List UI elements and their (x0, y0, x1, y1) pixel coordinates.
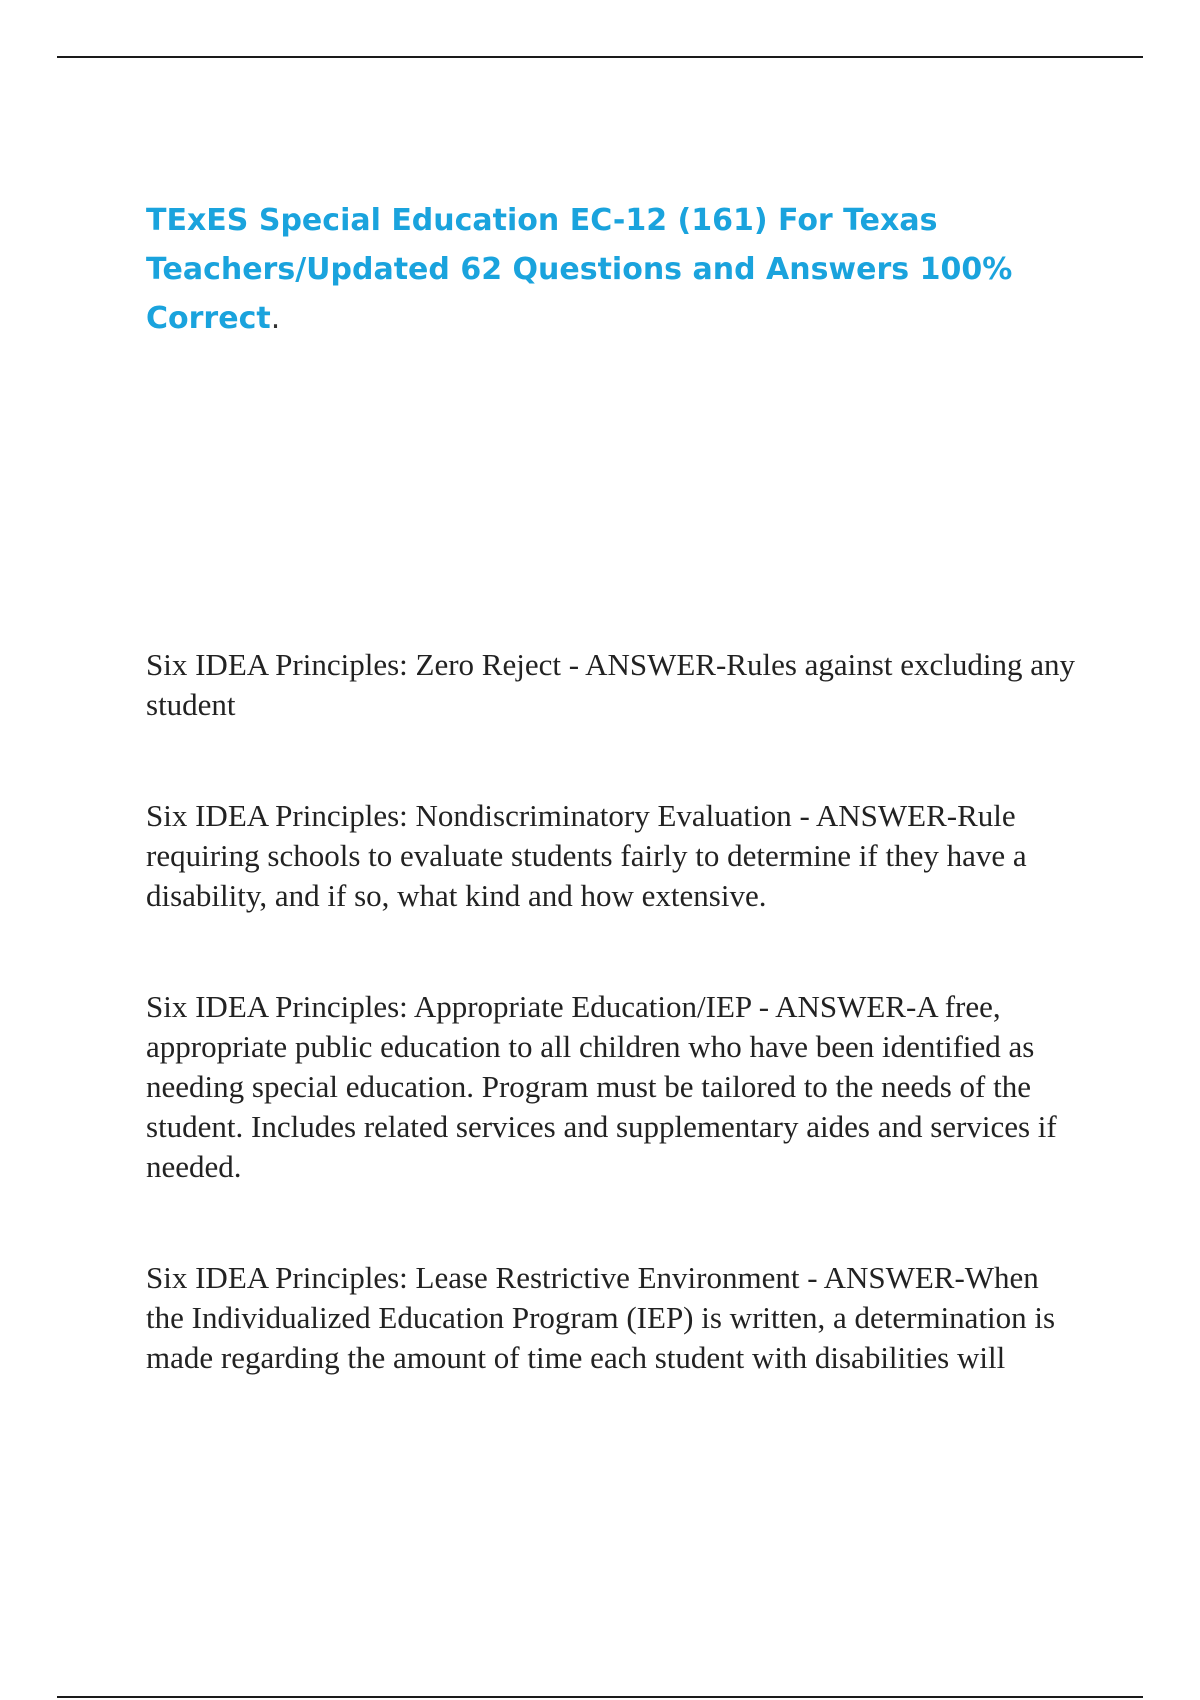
qa-list (146, 645, 1076, 1449)
bottom-divider (57, 1696, 1143, 1698)
qa-entry-nondiscriminatory-evaluation: Six IDEA Principles: Nondiscriminatory Evaluation - ANSWER-Rule requiring schools to evaluate students fairly to determine if they have a disability, and if so, what kind and how extensive. (146, 798, 1027, 913)
document-title-text: TExES Special Education EC-12 (161) For Texas Teachers/Updated 62 Questions and Answers 100% Correct (146, 203, 1013, 336)
top-divider (57, 56, 1143, 58)
document-title (146, 196, 1096, 343)
qa-entry-appropriate-education: Six IDEA Principles: Appropriate Education/IEP - ANSWER-A free, appropriate public education to all children who have been identified as needing special education. Program must be tailored to the needs of the student. Includes related services and supplementary aides and services if needed. (146, 989, 1057, 1184)
qa-entry-zero-reject: Six IDEA Principles: Zero Reject - ANSWER-Rules against excluding any student (146, 647, 1075, 722)
qa-entry-least-restrictive-environment: Six IDEA Principles: Lease Restrictive Environment - ANSWER-When the Individualized Education Program (IEP) is written, a determination is made regarding the amount of time each student with disabilities will (146, 1260, 1056, 1375)
document-title-period: . (270, 301, 281, 336)
